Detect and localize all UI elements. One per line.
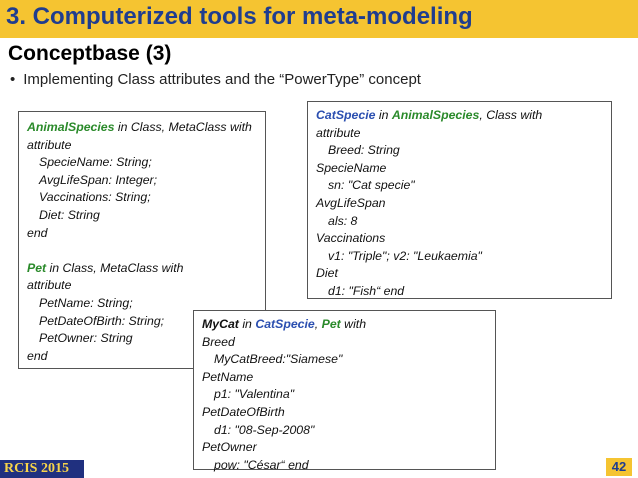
class-name-cat-specie: CatSpecie [316,108,376,122]
attr-line: PetName: String; [39,295,133,310]
decl-cat-specie [316,107,603,125]
code-line: MyCatBreed:"Siamese" [214,352,343,367]
attr-line: PetOwner: String [39,331,133,346]
title-bar [0,0,638,38]
decl-animal-species [27,119,257,137]
decl-my-cat [202,316,487,334]
code-line: attribute [316,125,361,140]
with-word: with [340,317,367,331]
code-line: Breed [202,334,235,349]
slide-title: 3. Computerized tools for meta-modeling [6,3,473,30]
bullet-text: Implementing Class attributes and the “PowerType” concept [23,71,421,88]
parent-pet: Pet [321,317,341,331]
code-line: Breed: String [328,143,400,158]
in-word: in [238,317,256,331]
attr-line: Diet: String [39,207,100,222]
code-line: p1: "Valentina" [214,387,295,402]
attribute-keyword: attribute [27,278,72,293]
code-line: SpecieName [316,160,387,175]
decl-rest: in Class, MetaClass with [114,120,252,134]
code-line: sn: "Cat specie" [328,178,415,193]
code-line: PetName [202,369,254,384]
decl-rest: , Class with [479,108,543,122]
object-name-my-cat: MyCat [202,317,239,331]
footer-logo-bar [0,460,84,478]
decl-rest: in Class, MetaClass with [46,260,184,275]
slide-subtitle: Conceptbase (3) [8,42,172,65]
class-name-pet: Pet [27,260,47,275]
page-number: 42 [606,458,632,476]
end-keyword: end [27,225,48,240]
separator: , [314,317,322,331]
code-box-cat-specie [307,101,612,299]
code-line: Diet [316,266,338,281]
code-line: PetDateOfBirth [202,404,285,419]
decl-pet [27,260,257,278]
parent-animal-species: AnimalSpecies [391,108,480,122]
code-line: d1: "08-Sep-2008" [214,422,315,437]
end-keyword: end [27,348,48,363]
bullet-dot-icon: • [10,71,16,88]
attr-line: AvgLifeSpan: Integer; [39,172,158,187]
code-line: PetOwner [202,440,257,455]
bullet-item [10,71,421,88]
in-word: in [375,108,392,122]
rcis-logo: RCIS 2015 [4,461,69,476]
code-line: v1: "Triple"; v2: "Leukaemia" [328,248,482,263]
attr-line: SpecieName: String; [39,155,152,170]
code-line: als: 8 [328,213,358,228]
code-box-my-cat [193,310,496,470]
code-line: pow: "César“ end [214,457,309,472]
attribute-keyword: attribute [27,137,72,152]
attr-line: PetDateOfBirth: String; [39,313,165,328]
blank-line [27,242,257,260]
code-line: Vaccinations [316,231,386,246]
code-line: AvgLifeSpan [316,195,386,210]
parent-cat-specie: CatSpecie [255,317,315,331]
class-name-animal-species: AnimalSpecies [27,120,115,134]
attr-line: Vaccinations: String; [39,190,151,205]
code-line: d1: "Fish“ end [328,283,405,298]
